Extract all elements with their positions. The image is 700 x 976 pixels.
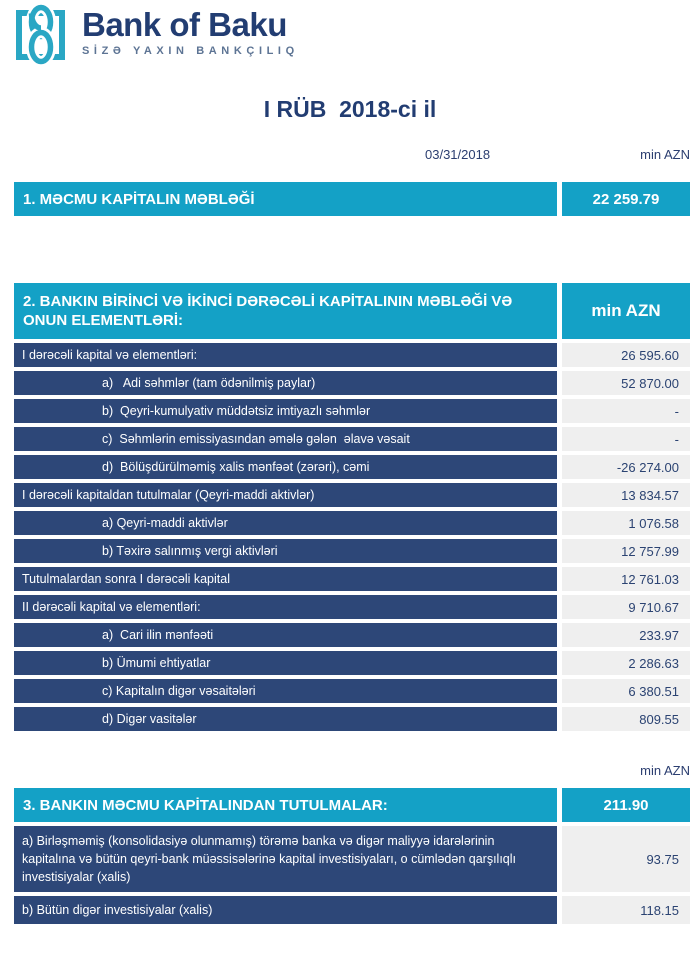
bank-logo <box>14 2 299 66</box>
table-row <box>14 511 690 535</box>
section2-header <box>14 283 690 339</box>
row-value: -26 274.00 <box>562 455 690 479</box>
row-value: 6 380.51 <box>562 679 690 703</box>
row-label: II dərəcəli kapital və elementləri: <box>14 595 557 619</box>
row-value: 93.75 <box>562 826 690 892</box>
table-row <box>14 679 690 703</box>
section2-header-label: 2. BANKIN BİRİNCİ VƏ İKİNCİ DƏRƏCƏLİ KAPİTALININ MƏBLƏĞİ VƏ ONUN ELEMENTLƏRİ: <box>14 283 557 339</box>
row-value: - <box>562 427 690 451</box>
section3-header-label: 3. BANKIN MƏCMU KAPİTALINDAN TUTULMALAR: <box>14 788 557 822</box>
capital-table <box>14 343 690 735</box>
bank-name: Bank of Baku <box>82 6 287 43</box>
bank-tagline: SİZƏ YAXIN BANKÇILIQ <box>82 45 299 57</box>
section1-label: 1. MƏCMU KAPİTALIN MƏBLƏĞİ <box>14 182 557 216</box>
row-label: b) Ümumi ehtiyatlar <box>14 651 557 675</box>
section2-unit-label: min AZN <box>562 283 690 339</box>
report-title: I RÜB 2018-ci il <box>263 96 437 122</box>
row-label: a) Birləşməmiş (konsolidasiyə olunmamış) törəmə banka və digər maliyyə idarələrinin kapitalına və bütün qeyri-bank müəssisələrinə kapital investisiyaları, o cümlədən qarşılıqlı investisiyalar (xalis) <box>14 826 557 892</box>
row-label: a) Cari ilin mənfəəti <box>14 623 557 647</box>
table-row <box>14 399 690 423</box>
row-label: b) Bütün digər investisiyalar (xalis) <box>14 896 557 924</box>
table-row <box>14 595 690 619</box>
table-row <box>14 567 690 591</box>
row-label: I dərəcəli kapitaldan tutulmalar (Qeyri-maddi aktivlər) <box>14 483 557 507</box>
row-label: I dərəcəli kapital və elementləri: <box>14 343 557 367</box>
table-row <box>14 623 690 647</box>
table-row <box>14 539 690 563</box>
table-row <box>14 483 690 507</box>
table-row <box>14 826 690 892</box>
row-value: 233.97 <box>562 623 690 647</box>
row-label: b) Qeyri-kumulyativ müddətsiz imtiyazlı səhmlər <box>14 399 557 423</box>
row-value: 52 870.00 <box>562 371 690 395</box>
row-label: d) Bölüşdürülməmiş xalis mənfəət (zərəri), cəmi <box>14 455 557 479</box>
report-date: 03/31/2018 <box>425 147 491 162</box>
table-row <box>14 371 690 395</box>
table-row <box>14 343 690 367</box>
table-row <box>14 707 690 731</box>
section1-value: 22 259.79 <box>562 182 690 216</box>
row-label: c) Səhmlərin emissiyasından əmələ gələn əlavə vəsait <box>14 427 557 451</box>
row-value: 12 757.99 <box>562 539 690 563</box>
section3-header <box>14 788 690 822</box>
row-value: 118.15 <box>562 896 690 924</box>
row-value: 809.55 <box>562 707 690 731</box>
row-value: 13 834.57 <box>562 483 690 507</box>
row-value: 12 761.03 <box>562 567 690 591</box>
section1-bar <box>14 182 690 216</box>
bank-logo-text <box>82 2 299 57</box>
section3-header-value: 211.90 <box>562 788 690 822</box>
unit-label-top: min AZN <box>640 147 690 162</box>
row-value: 1 076.58 <box>562 511 690 535</box>
row-value: 26 595.60 <box>562 343 690 367</box>
row-label: a) Adi səhmlər (tam ödənilmiş paylar) <box>14 371 557 395</box>
deductions-table <box>14 826 690 924</box>
unit-label-section3: min AZN <box>640 763 690 778</box>
chain-links-icon <box>14 2 70 66</box>
row-label: a) Qeyri-maddi aktivlər <box>14 511 557 535</box>
table-row <box>14 455 690 479</box>
table-row <box>14 896 690 924</box>
row-value: 2 286.63 <box>562 651 690 675</box>
row-label: c) Kapitalın digər vəsaitələri <box>14 679 557 703</box>
row-value: - <box>562 399 690 423</box>
table-row <box>14 651 690 675</box>
row-label: d) Digər vasitələr <box>14 707 557 731</box>
row-label: b) Təxirə salınmış vergi aktivləri <box>14 539 557 563</box>
row-value: 9 710.67 <box>562 595 690 619</box>
row-label: Tutulmalardan sonra I dərəcəli kapital <box>14 567 557 591</box>
table-row <box>14 427 690 451</box>
